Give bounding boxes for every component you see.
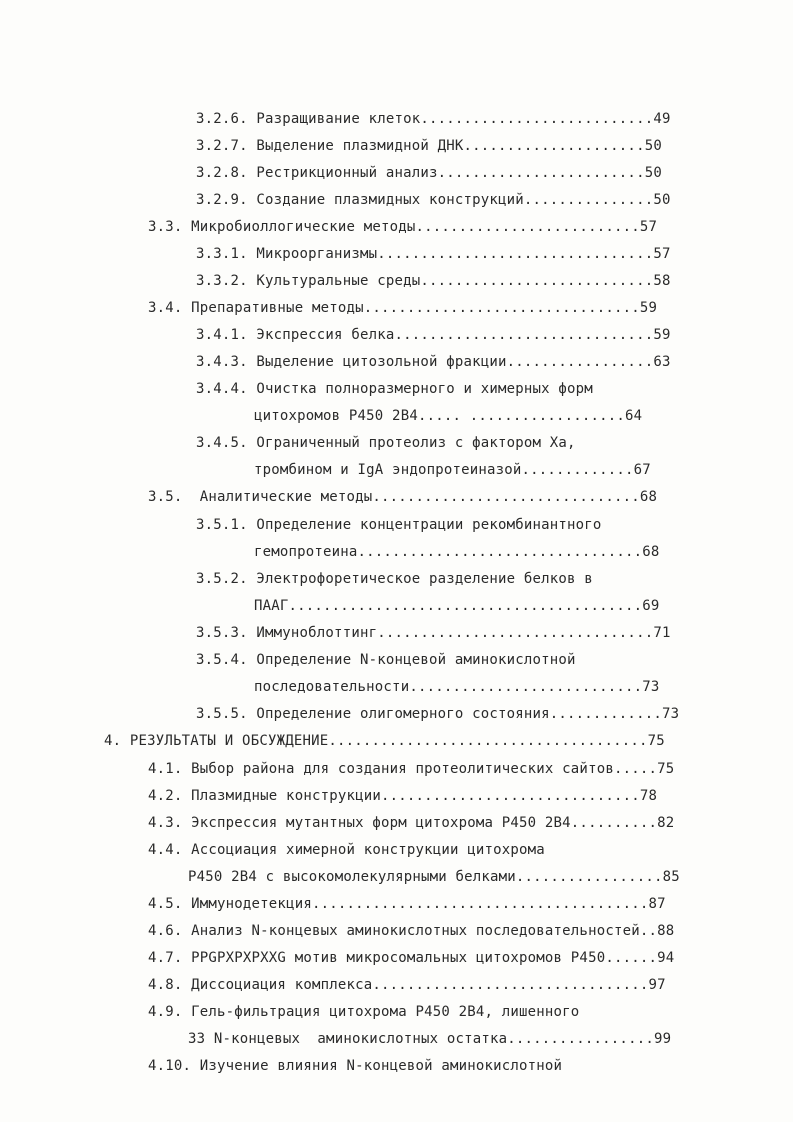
toc-entry-3-5-1: 3.5.1. Определение концентрации рекомбинантного <box>196 517 602 533</box>
toc-entry-3-4-5: 3.4.5. Ограниченный протеолиз с фактором Ха, <box>196 435 576 451</box>
toc-entry-3-2-9: 3.2.9. Создание плазмидных конструкций...............50 <box>196 192 671 208</box>
toc-entry-3-5-5: 3.5.5. Определение олигомерного состояния.............73 <box>196 706 680 722</box>
toc-entry-3-5-2-cont: ПААГ.........................................69 <box>254 598 660 614</box>
toc-entry-3-4-5-cont: тромбином и IgA эндопротеиназой.............67 <box>254 462 651 478</box>
toc-entry-4-4: 4.4. Ассоциация химерной конструкции цитохрома <box>148 842 545 858</box>
toc-entry-4-1: 4.1. Выбор района для создания протеолитических сайтов.....75 <box>148 761 675 777</box>
toc-entry-4-9-cont: 33 N-концевых аминокислотных остатка.................99 <box>188 1031 672 1047</box>
toc-entry-4-4-cont: P450 2B4 с высокомолекулярными белками.................85 <box>188 869 680 885</box>
toc-entry-3-4-4: 3.4.4. Очистка полноразмерного и химерных форм <box>196 381 593 397</box>
toc-entry-3-4-3: 3.4.3. Выделение цитозольной фракции.................63 <box>196 354 671 370</box>
toc-entry-4-3: 4.3. Экспрессия мутантных форм цитохрома P450 2B4..........82 <box>148 815 675 831</box>
toc-entry-4-2: 4.2. Плазмидные конструкции..............................78 <box>148 788 658 804</box>
toc-entry-3-2-6: 3.2.6. Разращивание клеток...........................49 <box>196 111 671 127</box>
toc-entry-4-7: 4.7. PPGPXPXPXXG мотив микросомальных цитохромов P450......94 <box>148 950 675 966</box>
toc-entry-3-5-4: 3.5.4. Определение N-концевой аминокислотной <box>196 652 576 668</box>
toc-entry-3-4: 3.4. Препаративные методы................................59 <box>148 300 658 316</box>
toc-entry-3-5: 3.5. Аналитические методы...............................68 <box>148 489 658 505</box>
toc-entry-4-9: 4.9. Гель-фильтрация цитохрома P450 2B4, лишенного <box>148 1004 580 1020</box>
toc-entry-4-10: 4.10. Изучение влияния N-концевой аминокислотной <box>148 1058 563 1074</box>
toc-entry-3-5-4-cont: последовательности...........................73 <box>254 679 660 695</box>
toc-entry-3-5-1-cont: гемопротеина.................................68 <box>254 544 660 560</box>
toc-entry-4-6: 4.6. Анализ N-концевых аминокислотных последовательностей..88 <box>148 923 675 939</box>
toc-entry-4-8: 4.8. Диссоциация комплекса................................97 <box>148 977 666 993</box>
toc-entry-3-3-1: 3.3.1. Микроорганизмы................................57 <box>196 246 671 262</box>
toc-entry-3-3-2: 3.3.2. Культуральные среды...........................58 <box>196 273 671 289</box>
toc-entry-4: 4. РЕЗУЛЬТАТЫ И ОБСУЖДЕНИЕ.....................................75 <box>104 733 665 749</box>
toc-entry-3-5-2: 3.5.2. Электрофоретическое разделение белков в <box>196 571 593 587</box>
toc-entry-3-4-1: 3.4.1. Экспрессия белка..............................59 <box>196 327 671 343</box>
toc-entry-3-2-7: 3.2.7. Выделение плазмидной ДНК.....................50 <box>196 138 662 154</box>
toc-entry-3-4-4-cont: цитохромов P450 2B4..... ..................64 <box>254 408 643 424</box>
toc-entry-4-5: 4.5. Иммунодетекция.......................................87 <box>148 896 666 912</box>
toc-entry-3-5-3: 3.5.3. Иммуноблоттинг................................71 <box>196 625 671 641</box>
toc-entry-3-3: 3.3. Микробиоллогические методы..........................57 <box>148 219 658 235</box>
toc-entry-3-2-8: 3.2.8. Рестрикционный анализ........................50 <box>196 165 662 181</box>
